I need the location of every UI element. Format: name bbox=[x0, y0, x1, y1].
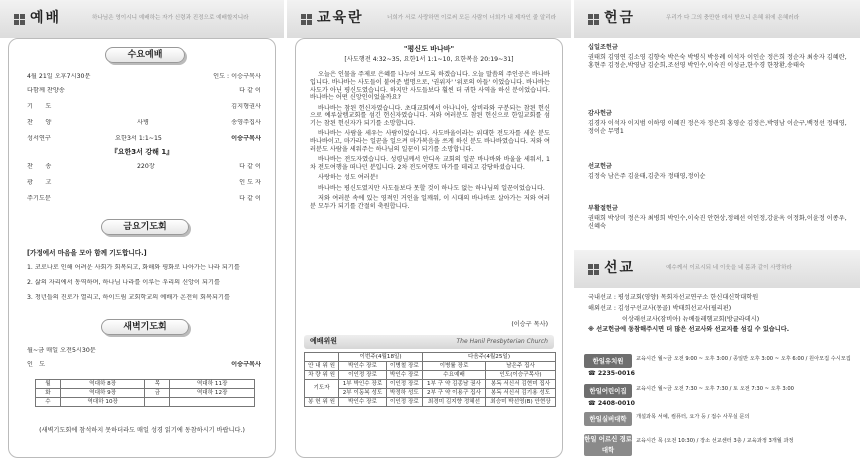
table-row: 봉 헌 위 원 박인수 장로 이인정 장로 최경미 김지향 정혜선 최승미 박선영(B) 안현상 bbox=[305, 398, 556, 407]
worship-tagline: 하나님은 영이시니 예배하는 자가 신령과 진정으로 예배할지니라 bbox=[92, 15, 249, 21]
order-row: 성서연구 요한3서 1:1~15 이승구목사 bbox=[27, 135, 261, 142]
fri-title: 금요기도회 bbox=[101, 219, 189, 235]
worship-panel bbox=[0, 0, 284, 466]
order-row: 주기도문 다 같 이 bbox=[27, 195, 261, 202]
badge-info: 교육시간 목 (오전 10:30) / 장소 선교센터 3층 / 교육과정 3개월 과정 bbox=[636, 438, 794, 444]
staff-table bbox=[304, 352, 556, 407]
table-row: 수 역대하 10장 bbox=[36, 398, 255, 407]
badge-elderly: 한일 어르신 경로대학 bbox=[584, 435, 632, 454]
byline: (이승구 목사) bbox=[511, 321, 548, 328]
staff-bar bbox=[304, 335, 554, 349]
offering-section: 감사헌금 김경자 이석자 이지범 이하영 이혜진 정은자 정은희 홍영순 김정은,박영남 이순구,백정선 정태영,정이순 무명1 bbox=[588, 110, 847, 135]
dawn-note: (새벽기도회에 참석하지 못하더라도 매일 성경 읽기에 동참하시기 바랍니다.) bbox=[39, 427, 245, 434]
mission-title: 선교 bbox=[604, 260, 636, 276]
staff-title: 예배위원 bbox=[310, 337, 338, 345]
dawn-time: 월~금 매일 오전5시30분 bbox=[27, 347, 96, 354]
table-row: 기도자 1부 박인수 장로 이인정 장로 1부 구 약 김종남 권사 봉독 서신서 김현미 집사 bbox=[305, 380, 556, 389]
date-line-row bbox=[27, 73, 261, 82]
mission-info: 국내선교 : 평성교회(영양) 목회자선교연구소 한신대신학대학원 해외선교 : 김성구선교사(몽골) 박태희선교사(필리핀) 이상래선교사(잠비아) 뉴베들레헴교회(방글라데시) ※ 선교헌금에 동참해주시면 더 많은 선교사와 선교지를 섬길 수 있습니다. bbox=[588, 294, 790, 334]
badge-info: 교육시간 월~금 오전 7:30 ~ 오후 7:30 / 토 오전 7:30 ~ 오후 3:00 bbox=[636, 386, 794, 392]
wed-title: 수요예배 bbox=[105, 47, 185, 63]
offering-tagline: 우리가 다 그의 충만한 데서 받으니 은혜 위에 은혜러라 bbox=[666, 15, 800, 21]
offering-title: 헌금 bbox=[604, 10, 636, 26]
article-text: 오늘은 인물을 주제로 은혜를 나누어 보도록 하겠습니다. 오늘 말씀의 주인공은 바나바입니다. 바나바는 사도들이 붙여준 별명으로, '권위자' '위로의 아들' 이었습니다. 바나바는 사도가 아닌 평신도였습니다. 하지만 사도들보다 훨씬 더 귀한 사역을 하신 분이었습니다. 바나바는 어떤 신앙인이었을까요? 바나바는 참된 헌신자였습니다. 초대교회에서 아나니아, 삽비라와 구분되는 참된 헌신으로 예루살렘교회를 섬긴 헌신자였습니다. 저와 여러분도 참된 헌신으로 한일교회를 섬기는 참된 헌신자가 되기를 소망합니다. 바나바는 사람을 세우는 사람이었습니다. 사도바울이라는 위대한 전도자를 세운 분도 바나바이고, 마가라는 일꾼을 일으켜 마가복음을 쓰게 하신 분도 바나바였습니다. 저와 여러분도 사람을 세워주는 하나님의 일꾼이 되기를 소망합니다. 바나바는 전도자였습니다. 성령님께서 안디옥 교회의 일꾼 바나바와 바울을 세워서, 1차 전도여행을 떠나던 분입니다. 2차 전도여행도 마가를 데리고 감당하셨습니다. 사랑하는 성도 여러분! 바나바는 평신도였지만 사도들보다 못할 것이 하나도 없는 하나님의 일꾼이었습니다. 저와 여러분 속에 있는 영적인 거인을 일깨워, 이 시대의 바나바로 살아가는 저와 여러분 모두가 되기를 간절히 축원합니다. bbox=[310, 71, 550, 210]
order-row: 다함께 찬양송 다 같 이 bbox=[27, 87, 261, 94]
fri-item: 1. 코로나로 인해 어려운 사회가 회복되고, 화해와 평화로 나아가는 나라 되기를 bbox=[27, 264, 240, 271]
table-row: 2부 이동복 성도 박정하 성도 2부 구 약 이용구 집사 봉독 서신서 김기용 성도 bbox=[305, 389, 556, 398]
offering-header bbox=[574, 0, 860, 38]
offering-section: 십일조헌금 권태희 김영연 김소영 김향숙 박은숙 박병식 박응례 이석자 이인순 정은희 정순자 최송자 김혜란,홍현주 김정순,박영남 김순희,조선영 박인수,이숙진 이성균,한수경 한창환,송태숙 bbox=[588, 44, 847, 69]
education-title: 교육란 bbox=[317, 10, 364, 26]
offering-section: 부활절헌금 권태희 박상미 정은자 최병희 박인수,이숙진 안현상,정혜선 이인정,강윤옥 이정화,이윤정 이종우,신혜숙 bbox=[588, 205, 847, 230]
mission-tagline: 예수께서 이르시되 네 이웃을 네 몸과 같이 사랑하라 bbox=[666, 265, 792, 271]
fri-item: 3. 청년들의 진로가 열리고, 하이드림 교회학교의 예배가 온전히 회복되기를 bbox=[27, 294, 230, 301]
offering-panel: 헌금 우리가 다 그의 충만한 데서 받으니 은혜 위에 은혜러라 십일조헌금 권태희 김영연 김소영 김향숙 박은숙 박병식 박응례 이석자 이인순 정은희 정순자 최송자 김혜란,홍현주 김정순,박영남 김순희,조선영 박인수,이숙진 이성균,한수경 한창환,송태숙 감사헌금 김경자 이석자 이지범 이하영 이혜진 정은자 정은희 홍영순 김정은,박영남 이순구,백정선 정태영,정이순 무명1 선교헌금 김정숙 남은주 김윤태,김춘자 정태영,정이순 부활절헌금 권태희 박상미 정은자 최병희 박인수,이숙진 안현상,정혜선 이인정,강윤옥 이정화,이윤정 이종우,신혜숙 선교 예수께서 이르시되 네 이웃을 네 몸과 같이 사랑하라 국내선교 : 평성교회(영양) 목회자선교연구소 한신대신학대학원 해외선교 : 김성구선교사(몽골) 박태희선교사(필리핀) 이상래선교사(잠비아) 뉴베들레헴교회(방글라데시) ※ 선교헌금에 동참해주시면 더 많은 선교사와 선교지를 섬길 수 있습니다. 한일유치원 ☎ 2235-0016 교육시간 월~금 오전 9:00 ~ 오후 3:00 / 종일반 오후 3:00 ~ 오후 6:00 / 원아모집 수시모집 한일어린이집 ☎ 2408-0010 교육시간 월~금 오전 7:30 ~ 오후 7:30 / 토 오전 7:30 ~ 오후 3:00 한일실버대학 개설과목 서예, 컴퓨터, 요가 등 / 접수 사무실 문의 한일 어르신 경로대학 교육시간 목 (오전 10:30) / 장소 선교센터 3층 / 교육과정 3개월 과정 bbox=[574, 0, 860, 466]
education-body bbox=[295, 38, 563, 458]
dawn-reading-table bbox=[35, 379, 255, 407]
article-title: "평신도 바나바" bbox=[403, 45, 455, 53]
date-line: 4월 21일 오후7시30분 bbox=[27, 73, 91, 80]
table-row: 월 역대하 8장 목 역대하 11장 bbox=[36, 380, 255, 389]
squares-icon bbox=[301, 14, 312, 25]
order-row: 찬 송 220장 다 같 이 bbox=[27, 163, 261, 170]
fri-heading: [가정에서 마음을 모아 함께 기도합니다.] bbox=[27, 249, 147, 257]
order-row: 광 고 인 도 자 bbox=[27, 179, 261, 186]
worship-title: 예배 bbox=[30, 10, 62, 26]
order-row: 찬 양 사병 송영주집사 bbox=[27, 119, 261, 126]
fri-item: 2. 삶의 자리에서 동역하며, 하나님 나라를 이루는 우리의 신앙이 되기를 bbox=[27, 279, 220, 286]
badge-info: 교육시간 월~금 오전 9:00 ~ 오후 3:00 / 종일반 오후 3:00 ~ 오후 6:00 / 원아모집 수시모집 bbox=[636, 356, 851, 362]
squares-icon bbox=[588, 264, 599, 275]
badge-daycare: 한일어린이집 bbox=[584, 384, 632, 398]
squares-icon bbox=[588, 14, 599, 25]
table-row: 차 량 위 원 이인정 장로 박인수 장로 수요예배 인도(이승구목사) bbox=[305, 371, 556, 380]
table-row: 화 역대하 9장 금 역대하 12장 bbox=[36, 389, 255, 398]
table-row: 안 내 위 원 박인수 장로 이병철 장로 이병률 장로 남은주 집사 bbox=[305, 362, 556, 371]
sermon-title: 『요한3서 강해 1』 bbox=[110, 148, 174, 156]
worship-body bbox=[8, 38, 276, 458]
leader-line: 인도 : 이승구목사 bbox=[213, 73, 261, 80]
badge-silver: 한일실버대학 bbox=[584, 412, 632, 426]
badge-info: 개설과목 서예, 컴퓨터, 요가 등 / 접수 사무실 문의 bbox=[636, 414, 750, 420]
offering-section: 선교헌금 김정숙 남은주 김윤태,김춘자 정태영,정이순 bbox=[588, 163, 706, 180]
squares-icon bbox=[14, 14, 25, 25]
order-row: 기 도 김지형권사 bbox=[27, 103, 261, 110]
badge-kindergarten: 한일유치원 bbox=[584, 354, 632, 368]
mission-header bbox=[574, 250, 860, 288]
church-name: The Hanil Presbyterian Church bbox=[456, 338, 548, 345]
table-row: 이번주(4월18일) 다음주(4월25일) bbox=[305, 353, 556, 362]
dawn-title: 새벽기도회 bbox=[101, 319, 189, 335]
dawn-leader-row: 인 도 이승구목사 bbox=[27, 361, 261, 368]
education-tagline: 너희가 서로 사랑하면 이로써 모든 사람이 너희가 내 제자인 줄 알리라 bbox=[387, 15, 557, 21]
education-panel bbox=[287, 0, 571, 466]
worship-header bbox=[0, 0, 284, 38]
education-header bbox=[287, 0, 571, 38]
article-refs: [사도행전 4:32~35, 요한1서 1:1~10, 요한복음 20:19~31] bbox=[344, 56, 514, 63]
